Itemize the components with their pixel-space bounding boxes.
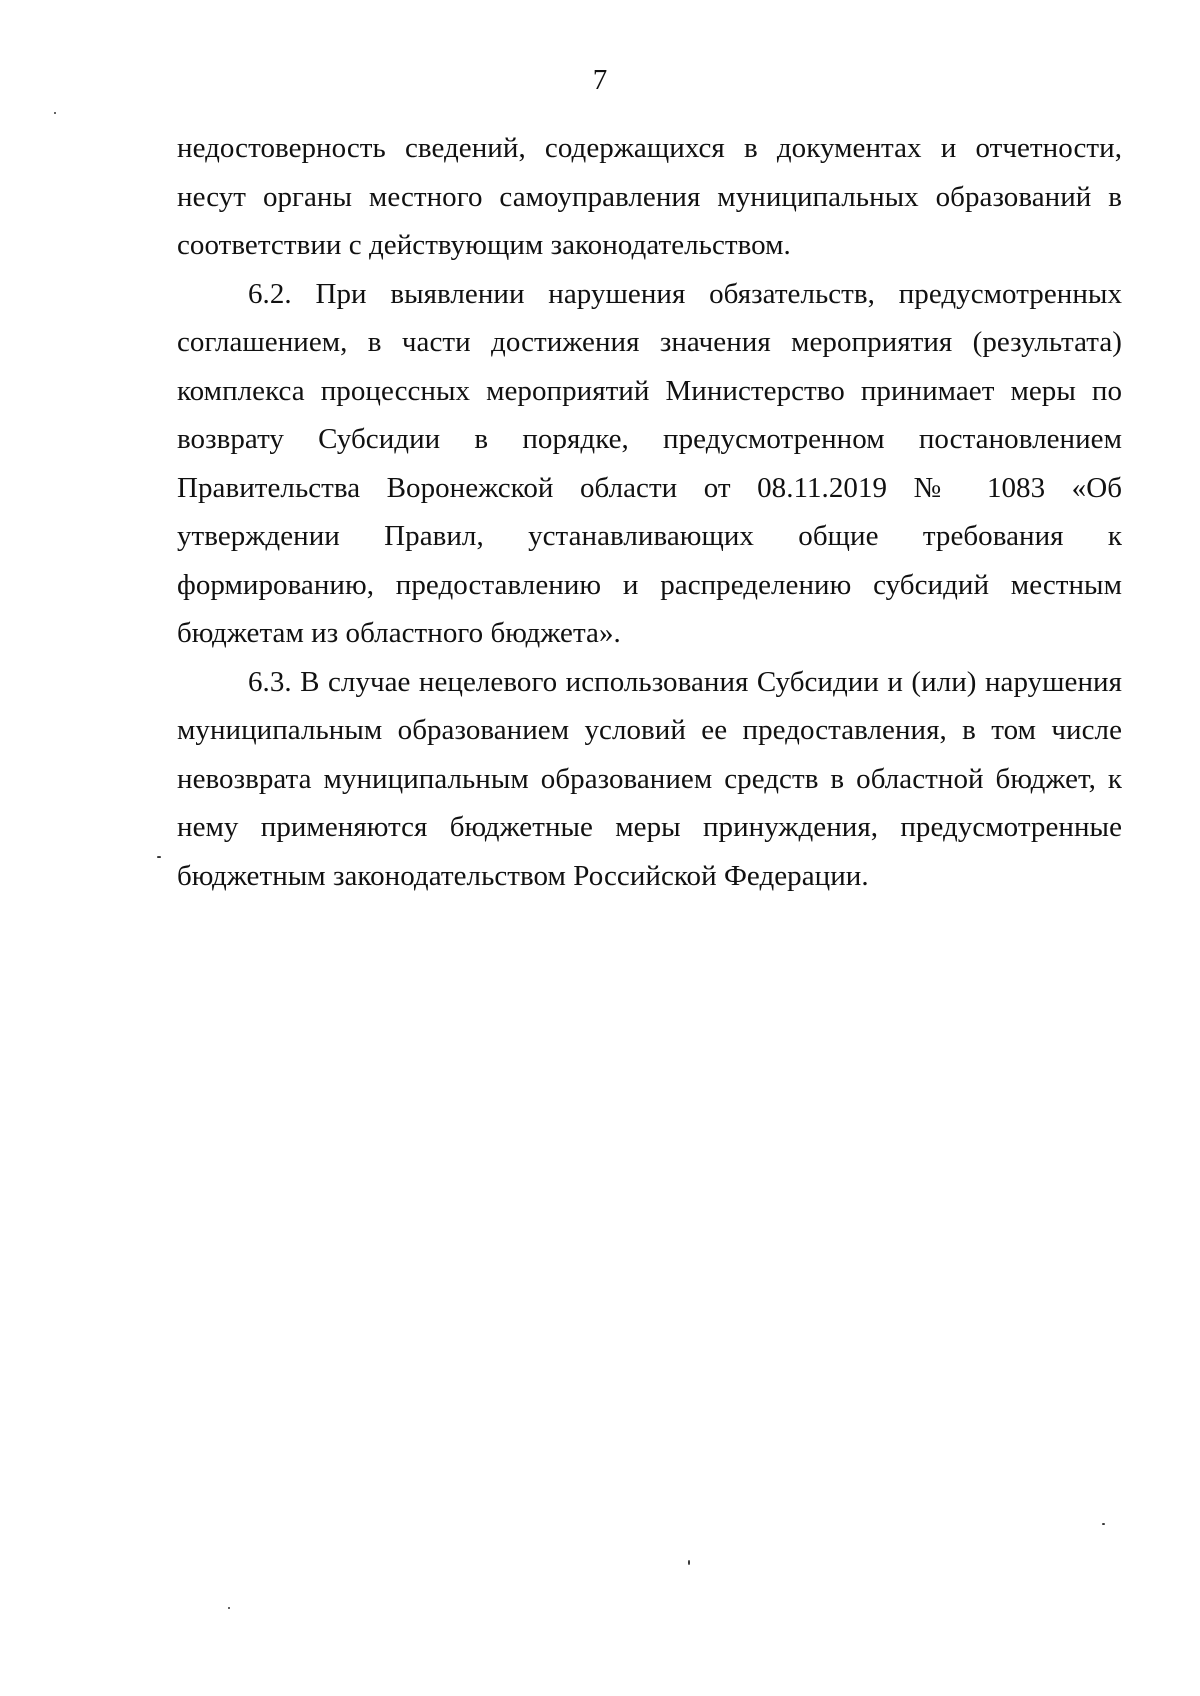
scan-speck xyxy=(1102,1523,1105,1525)
scan-speck xyxy=(688,1560,690,1565)
document-body xyxy=(177,124,1122,900)
scan-speck xyxy=(157,856,161,858)
paragraph-6-3: 6.3. В случае нецелевого использования Субсидии и (или) нарушения муниципальным образованием условий ее предоставления, в том числе невозврата муниципальным образованием средств в областной бюджет, к нему применяются бюджетные меры принуждения, предусмотренные бюджетным законодательством Российской Федерации. xyxy=(177,665,1122,892)
page-number: 7 xyxy=(592,64,608,96)
scan-speck xyxy=(228,1607,230,1609)
scan-speck xyxy=(54,112,56,114)
paragraph-6-2: 6.2. При выявлении нарушения обязательств, предусмотренных соглашением, в части достижения значения мероприятия (результата) комплекса процессных мероприятий Министерство принимает меры по возврату Субсидии в порядке, предусмотренном постановлением Правительства Воронежской области от 08.11.2019 № 1083 «Об утверждении Правил, устанавливающих общие требования к формированию, предоставлению и распределению субсидий местным бюджетам из областного бюджета». xyxy=(177,277,1122,649)
paragraph-continuation: недостоверность сведений, содержащихся в документах и отчетности, несут органы местного самоуправления муниципальных образований в соответствии с действующим законодательством. xyxy=(177,132,1122,261)
